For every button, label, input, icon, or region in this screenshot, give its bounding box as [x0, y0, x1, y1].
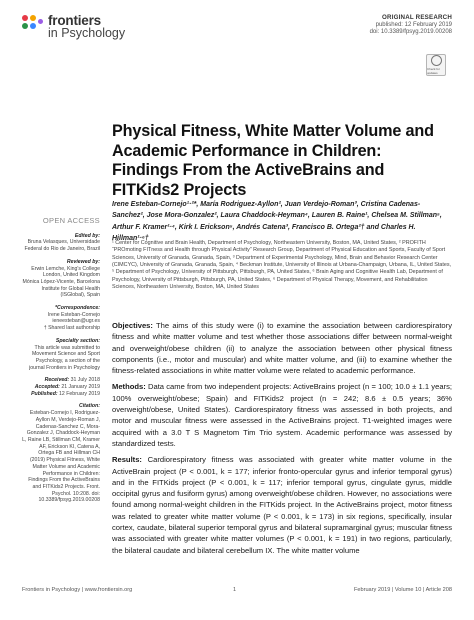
article-type: ORIGINAL RESEARCH	[382, 14, 452, 21]
abstract-results	[112, 454, 452, 556]
citation-label: Citation:	[78, 403, 100, 410]
page-header	[22, 13, 452, 75]
objectives-label: Objectives:	[112, 321, 153, 330]
abstract	[112, 320, 452, 561]
accepted-value: 21 January 2019	[61, 384, 100, 391]
article-meta	[370, 14, 452, 37]
abstract-methods	[112, 381, 452, 449]
specialty-section	[22, 338, 100, 372]
frontiers-logo-icon	[22, 15, 44, 37]
edited-by-section	[22, 233, 100, 253]
reviewed-by-label: Reviewed by:	[66, 258, 100, 265]
abstract-objectives	[112, 320, 452, 376]
correspondence-label: *Correspondence:	[55, 305, 100, 312]
correspondence-value[interactable]: Irene Esteban-Cornejo ieneesteban@ugr.es	[47, 311, 100, 325]
footer-issue-info: February 2019 | Volume 10 | Article 208	[353, 587, 452, 593]
specialty-label: Specialty section:	[55, 337, 100, 344]
crossmark-badge[interactable]	[426, 54, 446, 76]
publisher-name: frontiers	[48, 13, 101, 28]
reviewed-by-value: Erwin Lemche, King's College London, United Kingdom Mónica López-Vicente, Barcelona Institute for Global Health (ISGlobal), Spain	[22, 265, 100, 299]
edited-by-label: Edited by:	[74, 232, 100, 239]
shared-authorship-note: † Shared last authorship	[43, 325, 100, 332]
specialty-value: This article was submitted to Movement Science and Sport Psychology, a section of the journal Frontiers in Psychology	[29, 344, 100, 371]
methods-text: Data came from two independent projects: ActiveBrains project (n = 100; 10.0 ± 1.1 years; 100% overweight/obese; Spain) and FITKids2 project (n = 242; 8.6 ± 0.5 years; 36% overweight/obese, United States). Cardiorespiratory fitness was assessed in both projects, and motor and muscular fitness were assessed in the ActiveBrains project. T1-weighted images were acquired with a 3.0 T S Magnetom Tim Trio system. Academic performance was assessed by standardized tests.	[112, 382, 452, 448]
article-sidebar	[22, 218, 100, 510]
citation-value: Esteban-Cornejo I, Rodriguez-Ayllon M, Verdejo-Roman J, Cadenas-Sanchez C, Mora-Gonzalez J, Chaddock-Heyman L, Raine LB, Stillman CM, Kramer AF, Erickson KI, Catena A, Ortega FB and Hillman CH (2019) Physical Fitness, White Matter Volume and Academic Performance in Children: Findings From the ActiveBrains and FITKids2 Projects. Front. Psychol. 10:208. doi: 10.3389/fpsyg.2019.00208	[22, 410, 100, 504]
published-date: published: 12 February 2019	[375, 21, 452, 28]
correspondence-section	[22, 305, 100, 332]
received-value: 31 July 2018	[70, 377, 100, 384]
reviewed-by-section	[22, 259, 100, 299]
journal-name: in Psychology	[48, 26, 126, 40]
footer-journal-link[interactable]: Frontiers in Psychology | www.frontiersin.org	[22, 587, 133, 593]
frontiers-logo[interactable]	[22, 14, 125, 40]
citation-section	[22, 403, 100, 504]
methods-label: Methods:	[112, 382, 146, 392]
crossmark-icon	[431, 55, 442, 66]
doi-link[interactable]: doi: 10.3389/fpsyg.2019.00208	[369, 29, 452, 35]
open-access-label: OPEN ACCESS	[42, 216, 100, 225]
author-list[interactable]: Irene Esteban-Cornejo¹·²*, María Rodriguez-Ayllon², Juan Verdejo-Roman³, Cristina Cadenas-Sanchez², Jose Mora-Gonzalez², Laura Chaddock-Heyman⁴, Lauren B. Raine¹, Chelsea M. Stillman⁵, Arthur F. Kramer¹·⁴, Kirk I. Erickson⁵, Andrés Catena³, Francisco B. Ortega²† and Charles H. Hillman¹·⁶†	[112, 201, 442, 242]
article-title: Physical Fitness, White Matter Volume and Academic Performance in Children: Findings From the ActiveBrains and FITKids2 Projects	[112, 122, 434, 199]
received-label: Received:	[44, 377, 70, 384]
objectives-text: The aims of this study were (i) to examine the association between cardiorespiratory fitness and white matter volume and test whether those associations differ between normal-weight and overweight/obese children (ii) to analyze the association between other physical fitness components (i.e., motor and muscular) and white matter volume, and (iii) to examine whether the fitness-related associations in white matter volume were related to academic performance.	[112, 321, 452, 376]
edited-by-value: Bruna Velasques, Universidade Federal do Rio de Janeiro, Brazil	[24, 239, 100, 253]
published-value: 12 February 2019	[59, 390, 100, 397]
accepted-label: Accepted:	[34, 384, 60, 391]
page-number: 1	[233, 587, 237, 593]
results-label: Results:	[112, 455, 142, 465]
dates-section	[22, 377, 100, 397]
crossmark-label: Check for updates	[427, 67, 440, 75]
results-text: Cardiorespiratory fitness was associated with greater white matter volume in the ActiveBrain project (P < 0.001, k = 177; inferior fronto-opercular gyrus and inferior temporal gyrus) and in the FITKids project (P < 0.001, k = 117; inferior temporal gyrus, cingulate gyrus, middle occipital gyrus and fusiform gyrus) among overweight/obese children. However, no associations were found among normal-weight children in the FITKids project. In the ActiveBrains project, motor fitness was related to greater white matter volume (P < 0.001, k = 173) in six regions, specifically, insular cortex, caudate, bilateral superior temporal gyrus and bilateral supramarginal gyrus; muscular fitness was associated with greater white matter volumes (P < 0.001, k = 191) in two regions, particularly, the bilateral caudate and bilateral cerebellum IX. The white matter volume	[112, 455, 452, 555]
affiliations: ¹ Center for Cognitive and Brain Health, Department of Psychology, Northeastern University, Boston, MA, United States, ² PROFITH “PROmoting FITness and Health through Physical Activity” Research Group, Department of Physical Education and Sports, Faculty of Sport Sciences, University of Granada, Granada, Spain, ³ Department of Experimental Psychology, Mind, Brain and Behavior Research Center (CIMCYC), University of Granada, Granada, Spain, ⁴ Beckman Institute, University of Illinois at Urbana-Champaign, Urbana, IL, United States, ⁵ Department of Psychology, University of Pittsburgh, Pittsburgh, PA, United States, ⁶ Brain Aging and Cognitive Health Lab, Department of Psychology, University of Pittsburgh, Pittsburgh, PA, United States, ⁶ Department of Physical Therapy, Movement, and Rehabilitation Sciences, Northeastern University, Boston, MA, United States	[112, 240, 452, 291]
published-label: Published:	[31, 390, 58, 397]
